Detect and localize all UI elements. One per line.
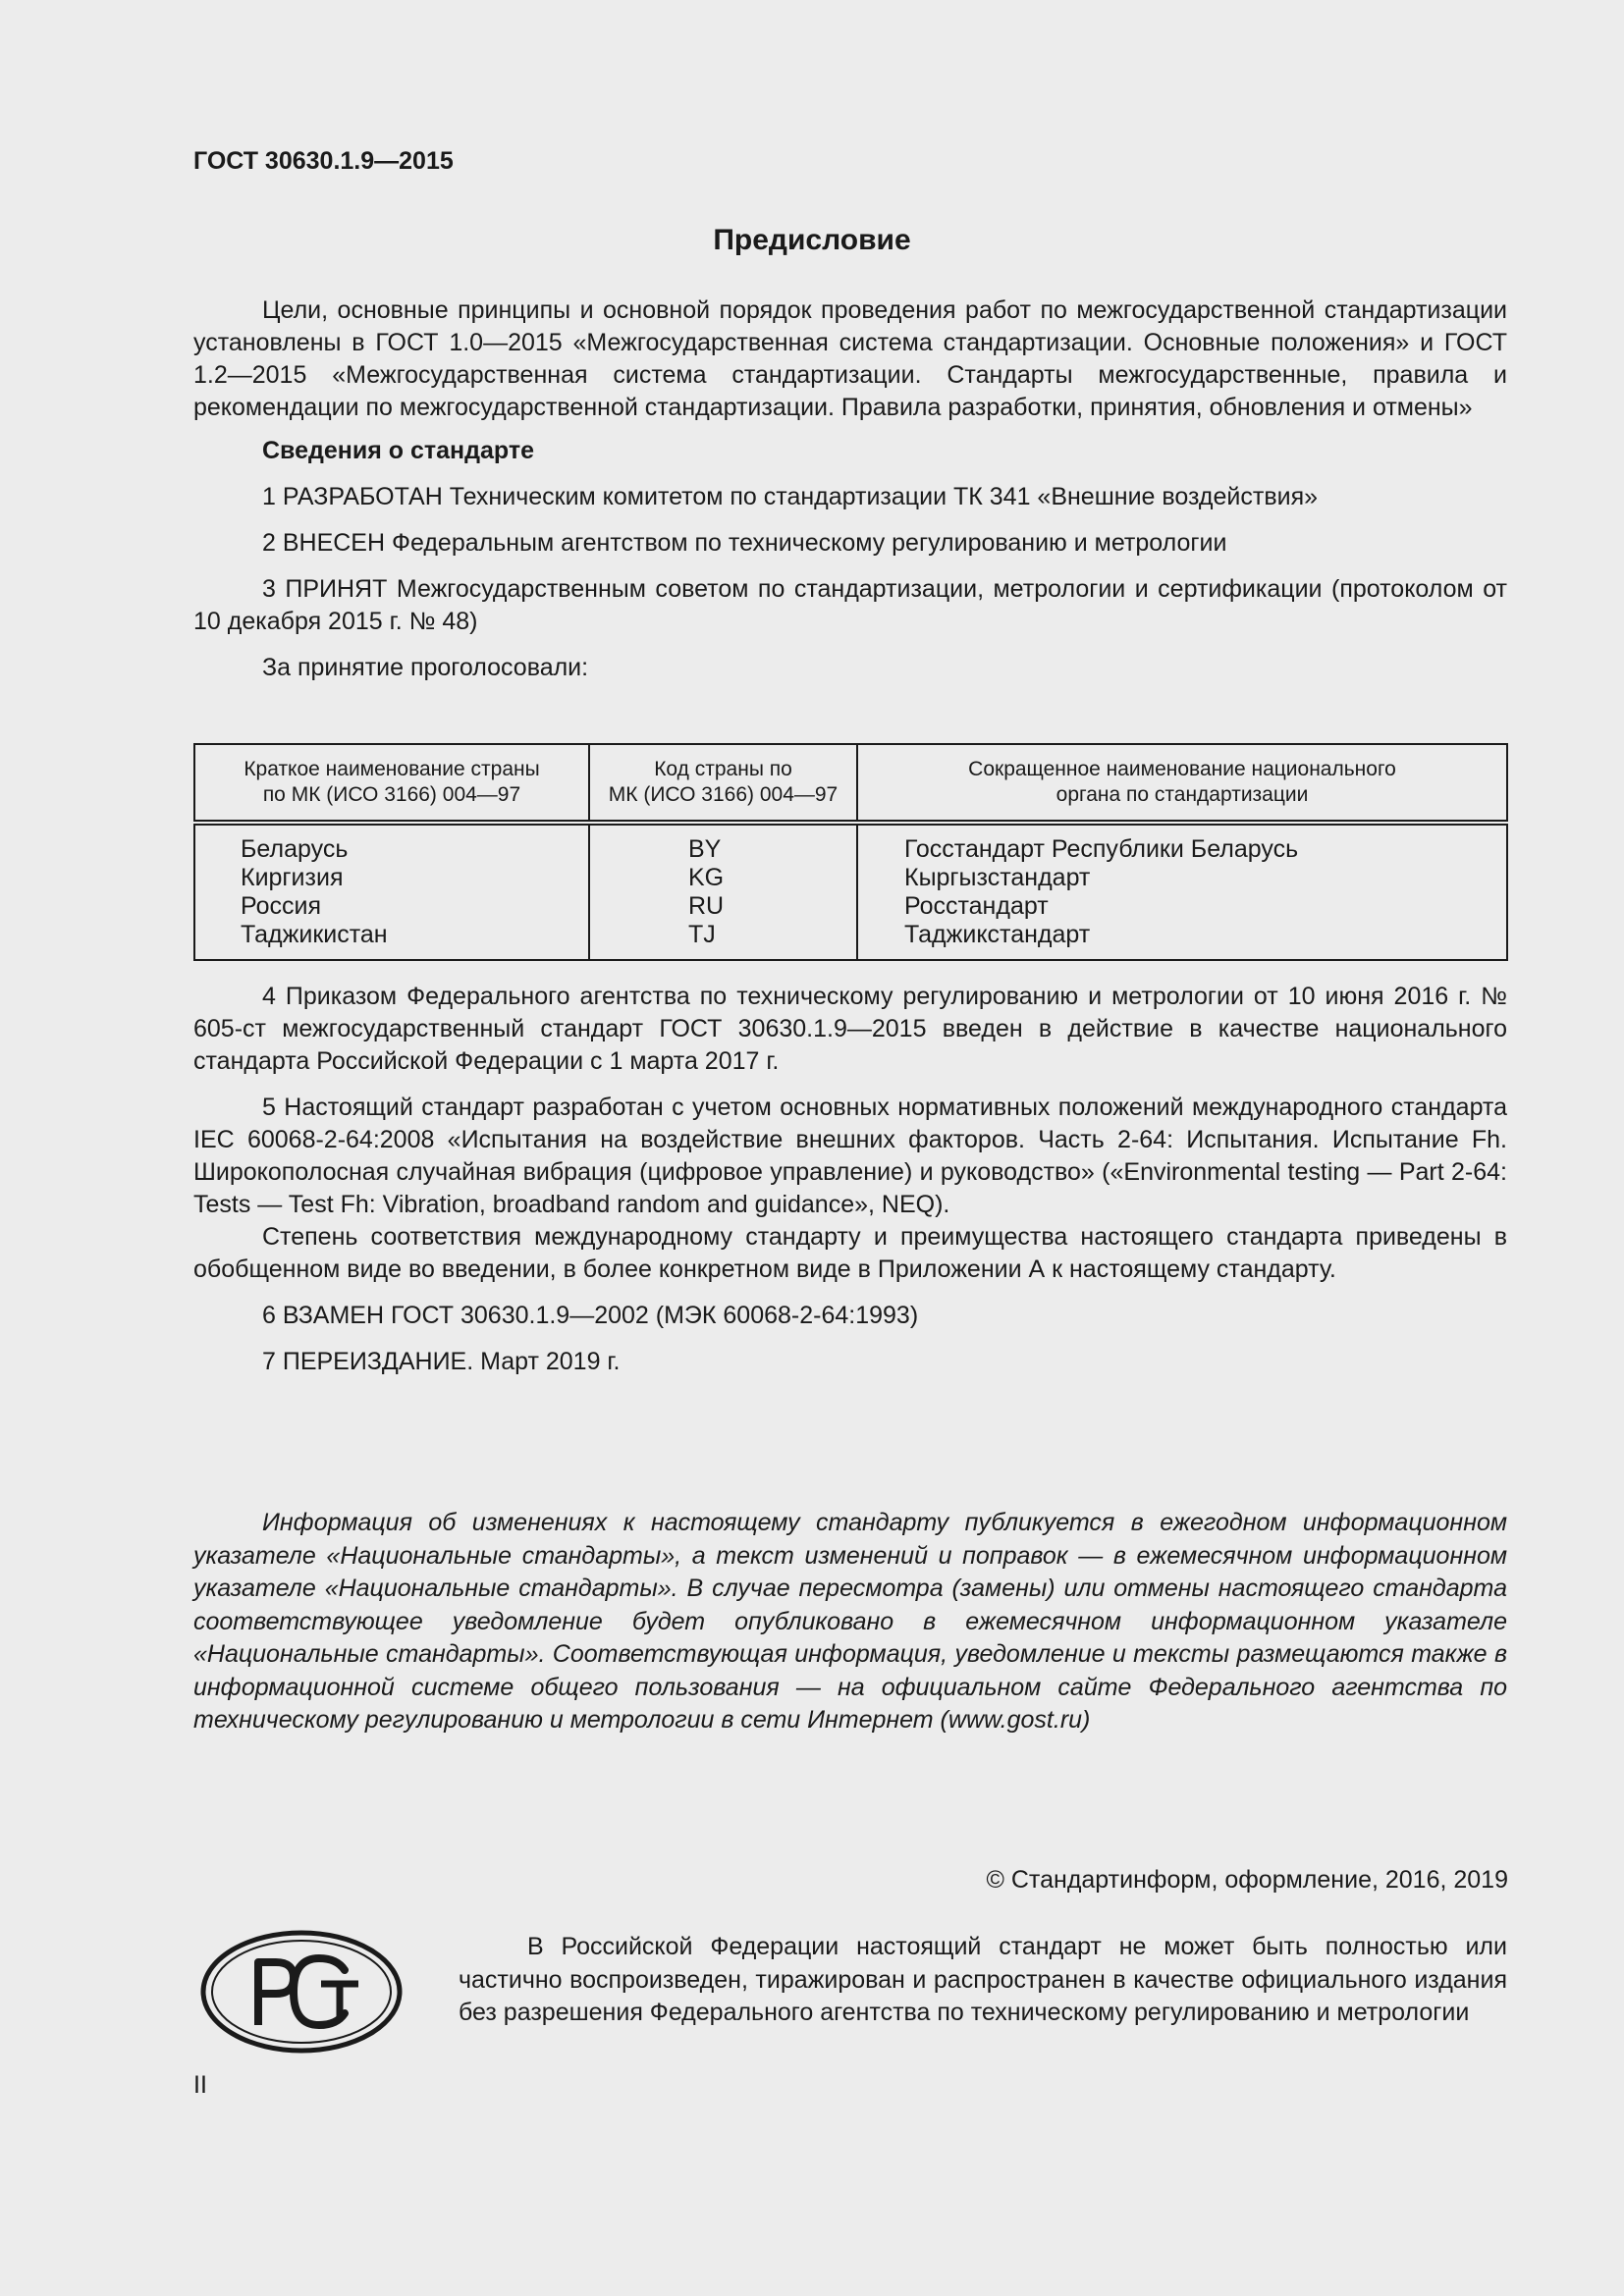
header-code-line1: Код страны по bbox=[654, 758, 792, 780]
page-title: Предисловие bbox=[713, 224, 911, 256]
page-number: II bbox=[193, 2071, 207, 2099]
items-section bbox=[193, 981, 1507, 1378]
copyright-line: © Стандартинформ, оформление, 2016, 2019 bbox=[986, 1866, 1508, 1894]
notice-text: В Российской Федерации настоящий стандарт не может быть полностью или частично воспроизведен, тиражирован и распространен в качестве официального издания без разрешения Федерального агентства по техническому регулированию и метрологии bbox=[459, 1933, 1507, 2026]
country-code: RU bbox=[688, 892, 725, 920]
orgs-cell bbox=[857, 823, 1507, 960]
country-name: Киргизия bbox=[241, 864, 344, 891]
header-code bbox=[589, 744, 857, 823]
country-code: BY bbox=[688, 835, 722, 863]
table-header-row bbox=[194, 744, 1507, 823]
org-name: Таджикстандарт bbox=[904, 921, 1091, 948]
org-name: Кыргызстандарт bbox=[904, 864, 1091, 891]
country-code: KG bbox=[688, 864, 725, 891]
country-name: Таджикистан bbox=[241, 921, 388, 948]
voting-table bbox=[193, 743, 1508, 961]
country-name: Россия bbox=[241, 892, 321, 920]
item-1: 1 РАЗРАБОТАН Техническим комитетом по стандартизации ТК 341 «Внешние воздействия» bbox=[262, 483, 1319, 510]
pst-certification-mark-icon bbox=[199, 1929, 404, 2055]
document-id-header: ГОСТ 30630.1.9—2015 bbox=[193, 147, 454, 175]
header-org bbox=[857, 744, 1507, 823]
intro-paragraph: Цели, основные принципы и основной порядок проведения работ по межгосударственной стандартизации установлены в ГОСТ 1.0—2015 «Межгосударственная система стандартизации. Основные положения» и ГОСТ 1.2—2015 «Межгосударственная система стандартизации. Стандарты межгосударственные, правила и рекомендации по межгосударственной стандартизации. Правила разработки, принятия, обновления и отмены» bbox=[193, 296, 1507, 421]
info-heading: Сведения о стандарте bbox=[262, 437, 535, 464]
table-body-row bbox=[194, 823, 1507, 960]
copyright-notice bbox=[459, 1931, 1507, 2030]
item-7: 7 ПЕРЕИЗДАНИЕ. Март 2019 г. bbox=[262, 1348, 621, 1375]
changes-info-note bbox=[193, 1507, 1507, 1737]
info-note-text: Информация об изменениях к настоящему стандарту публикуется в ежегодном информационном указателе «Национальные стандарты», а текст изменений и поправок — в ежемесячном информационном указателе «Национальные стандарты». В случае пересмотра (замены) или отмены настоящего стандарта соответствующее уведомление будет опубликовано в ежемесячном информационном указателе «Национальные стандарты». Соответствующая информация, уведомление и тексты размещаются также в информационной системе общего пользования — на официальном сайте Федерального агентства по техническому регулированию и метрологии в сети Интернет (www.gost.ru) bbox=[193, 1509, 1507, 1734]
country-code: TJ bbox=[688, 921, 716, 948]
header-country-line1: Краткое наименование страны bbox=[244, 758, 540, 780]
voted-label: За принятие проголосовали: bbox=[262, 654, 589, 681]
item-3: 3 ПРИНЯТ Межгосударственным советом по стандартизации, метрологии и сертификации (протоколом от 10 декабря 2015 г. № 48) bbox=[193, 575, 1507, 635]
header-country-line2: по МК (ИСО 3166) 004—97 bbox=[262, 783, 521, 806]
preface-section bbox=[193, 294, 1507, 684]
item-5: 5 Настоящий стандарт разработан с учетом основных нормативных положений международного стандарта IEC 60068-2-64:2008 «Испытания на воздействие внешних факторов. Часть 2-64: Испытания. Испытание Fh. Широкополосная случайная вибрация (цифровое управление) и руководство» («Environmental testing — Part 2-64: Tests — Test Fh: Vibration, broadband random and guidance», NEQ). bbox=[193, 1094, 1507, 1218]
item-2: 2 ВНЕСЕН Федеральным агентством по техническому регулированию и метрологии bbox=[262, 529, 1227, 557]
item-5-degree: Степень соответствия международному стандарту и преимущества настоящего стандарта приведены в обобщенном виде во введении, в более конкретном виде в Приложении А к настоящему стандарту. bbox=[193, 1223, 1507, 1283]
countries-cell bbox=[194, 823, 589, 960]
item-4: 4 Приказом Федерального агентства по техническому регулированию и метрологии от 10 июня 2016 г. № 605-ст межгосударственный стандарт ГОСТ 30630.1.9—2015 введен в действие в качестве национального стандарта Российской Федерации с 1 марта 2017 г. bbox=[193, 983, 1507, 1075]
item-6: 6 ВЗАМЕН ГОСТ 30630.1.9—2002 (МЭК 60068-2-64:1993) bbox=[262, 1302, 919, 1329]
country-name: Беларусь bbox=[241, 835, 349, 863]
codes-cell bbox=[589, 823, 857, 960]
header-org-line2: органа по стандартизации bbox=[1056, 783, 1309, 806]
org-name: Госстандарт Республики Беларусь bbox=[904, 835, 1299, 863]
header-country bbox=[194, 744, 589, 823]
header-org-line1: Сокращенное наименование национального bbox=[968, 758, 1396, 780]
header-code-line2: МК (ИСО 3166) 004—97 bbox=[608, 783, 839, 806]
org-name: Росстандарт bbox=[904, 892, 1049, 920]
